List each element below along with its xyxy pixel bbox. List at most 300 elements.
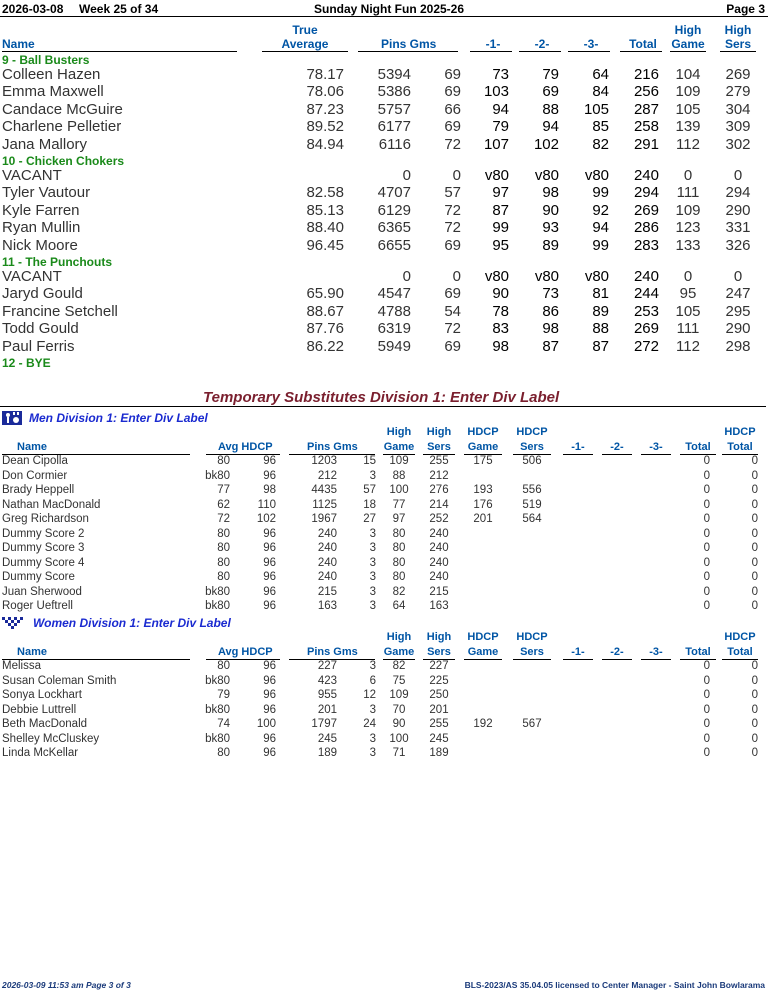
sub-hdcp-total: 0 [751, 498, 758, 511]
high-series: 247 [725, 285, 751, 303]
sub-pins: 1203 [311, 455, 337, 467]
series-total: 269 [633, 320, 659, 338]
games: 0 [452, 268, 461, 285]
bowler-row [0, 66, 768, 83]
bowler-row [0, 101, 768, 118]
col-hdcp-total-bottom: Total [727, 441, 753, 453]
sub-high-series: 255 [429, 718, 449, 730]
sub-row [0, 689, 768, 703]
high-game: 112 [676, 337, 700, 355]
series-total: 269 [633, 201, 659, 219]
sub-average: 80 [217, 571, 230, 583]
game-3: 85 [592, 118, 609, 136]
high-game: 109 [675, 83, 701, 101]
sub-hdcp: 96 [263, 455, 276, 467]
col-high-sers-top: High [724, 23, 752, 37]
pins: 6129 [377, 201, 411, 219]
sub-average: bk80 [205, 674, 230, 687]
sub-games: 3 [369, 660, 376, 672]
true-average: 96.45 [306, 236, 344, 254]
sub-total: 0 [703, 513, 710, 525]
bowler-row [0, 118, 768, 135]
sub-hdcp-total: 0 [751, 571, 758, 583]
sub-pins: 240 [317, 527, 337, 540]
game-3: 81 [592, 285, 609, 303]
male-bowler-icon [2, 411, 22, 430]
sub-games: 3 [369, 469, 376, 482]
games: 72 [444, 135, 461, 153]
sub-name: Dummy Score 2 [2, 527, 85, 540]
game-2: 98 [542, 184, 559, 202]
sub-hdcp-total: 0 [751, 718, 758, 730]
sub-pins: 1797 [311, 718, 337, 730]
high-series: 326 [725, 236, 751, 254]
pins: 5949 [377, 337, 411, 355]
sub-name: Beth MacDonald [2, 718, 88, 730]
true-average: 87.76 [306, 320, 344, 338]
high-series: 0 [733, 268, 743, 285]
sub-pins: 245 [317, 732, 337, 745]
bowler-row [0, 167, 768, 184]
sub-hdcp: 96 [263, 747, 276, 759]
game-3: 82 [592, 135, 609, 153]
sub-games: 3 [369, 571, 376, 583]
sub-high-series: 215 [429, 585, 449, 598]
games: 69 [444, 118, 461, 136]
high-series: 298 [725, 337, 751, 355]
bowler-name: VACANT [2, 268, 62, 285]
report-date: 2026-03-08 [2, 2, 64, 16]
series-total: 253 [633, 302, 659, 320]
sub-games: 3 [369, 600, 376, 612]
pins: 6177 [377, 118, 411, 136]
game-3: 92 [592, 201, 609, 219]
sub-high-series: 240 [429, 527, 449, 540]
bowler-row [0, 303, 768, 320]
col-sub-pins-gms: Pins Gms [307, 441, 358, 453]
sub-total: 0 [703, 469, 710, 482]
sub-average: bk80 [205, 732, 230, 745]
sub-high-series: 212 [429, 469, 449, 482]
sub-average: 74 [217, 718, 230, 730]
col-high-game-top: High [674, 23, 702, 37]
sub-high-game: 75 [392, 674, 406, 687]
col-true-bottom: Average [281, 37, 329, 51]
bowler-name: Jana Mallory [2, 135, 88, 153]
high-series: 290 [725, 320, 751, 338]
series-total: 286 [633, 219, 659, 237]
sub-hdcp: 96 [263, 689, 276, 701]
col-hdcp-game-bottom: Game [467, 646, 499, 658]
sub-hdcp-total: 0 [751, 585, 758, 598]
sub-total: 0 [703, 455, 710, 467]
pins: 0 [402, 167, 411, 184]
team-name: 9 - Ball Busters [2, 53, 90, 67]
team-name: 10 - Chicken Chokers [2, 154, 125, 168]
games: 69 [444, 66, 461, 83]
col-hdcp-game-top: HDCP [467, 426, 499, 438]
game-3: 64 [592, 66, 609, 83]
sub-row [0, 542, 768, 556]
col-true-top: True [292, 23, 318, 37]
sub-hdcp-series: 556 [522, 484, 542, 496]
games: 69 [444, 285, 461, 303]
true-average: 84.94 [306, 135, 344, 153]
games: 69 [444, 236, 461, 254]
sub-row [0, 513, 768, 527]
series-total: 291 [633, 135, 659, 153]
sub-hdcp-total: 0 [751, 455, 758, 467]
sub-high-game: 77 [392, 498, 406, 511]
bowler-name: Charlene Pelletier [2, 118, 122, 136]
col-g1: -1- [485, 37, 501, 51]
high-game: 95 [679, 285, 697, 303]
sub-hdcp: 96 [263, 556, 276, 569]
sub-row [0, 718, 768, 732]
game-3: 89 [592, 302, 609, 320]
true-average: 87.23 [306, 100, 344, 118]
game-2: 86 [542, 302, 559, 320]
game-2: 89 [542, 236, 559, 254]
col-sub-g1: -1- [571, 441, 585, 453]
bowler-name: Colleen Hazen [2, 66, 101, 83]
sub-games: 15 [363, 455, 376, 467]
sub-average: 62 [217, 498, 230, 511]
game-2: 98 [542, 320, 559, 338]
high-game: 112 [676, 135, 700, 153]
game-3: 105 [583, 100, 609, 118]
series-total: 294 [633, 184, 659, 202]
sub-high-series: 240 [429, 542, 449, 554]
pins: 5757 [377, 100, 411, 118]
footer-license: BLS-2023/AS 35.04.05 licensed to Center Manager - Saint John Bowlarama [464, 980, 765, 990]
sub-high-series: 189 [429, 747, 449, 759]
series-total: 244 [633, 285, 659, 303]
games: 57 [444, 184, 461, 202]
sub-hdcp: 98 [263, 484, 276, 496]
sub-hdcp-total: 0 [751, 732, 758, 745]
series-total: 240 [633, 268, 659, 285]
page-number: Page 3 [726, 2, 765, 16]
sub-high-series: 250 [429, 689, 449, 701]
high-series: 331 [725, 219, 751, 237]
game-3: 99 [592, 236, 609, 254]
sub-games: 12 [363, 689, 376, 701]
col-g2: -2- [534, 37, 550, 51]
high-series: 269 [725, 66, 751, 83]
game-1: 103 [483, 83, 509, 101]
game-1: v80 [484, 167, 509, 184]
sub-hdcp-total: 0 [751, 556, 758, 569]
series-total: 258 [633, 118, 659, 136]
col-sub-high-game-bottom: Game [383, 441, 415, 453]
sub-hdcp-total: 0 [751, 513, 758, 525]
high-game: 133 [675, 236, 701, 254]
bowler-name: Francine Setchell [2, 302, 118, 320]
sub-high-series: 163 [429, 600, 449, 612]
game-2: 93 [542, 219, 559, 237]
games: 72 [444, 219, 461, 237]
sub-total: 0 [703, 718, 710, 730]
game-2: 90 [542, 201, 559, 219]
sub-name: Dean Cipolla [2, 455, 68, 467]
sub-hdcp: 96 [263, 674, 276, 687]
bowler-name: Nick Moore [2, 236, 78, 254]
col-sub-high-sers-bottom: Sers [427, 441, 451, 453]
sub-games: 3 [369, 527, 376, 540]
bowler-row [0, 285, 768, 302]
game-1: v80 [484, 268, 509, 285]
sub-hdcp-game: 176 [473, 498, 493, 511]
sub-high-series: 240 [429, 571, 449, 583]
men-division-label: Men Division 1: Enter Div Label [29, 411, 208, 425]
col-hdcp-total-bottom: Total [727, 646, 753, 658]
sub-high-series: 245 [429, 732, 449, 745]
sub-name: Nathan MacDonald [2, 498, 101, 511]
game-1: 78 [492, 302, 509, 320]
sub-hdcp-total: 0 [751, 703, 758, 716]
sub-hdcp-total: 0 [751, 484, 758, 496]
high-game: 123 [675, 219, 701, 237]
col-hdcp-total-top: HDCP [724, 426, 756, 438]
pins: 5386 [377, 83, 411, 101]
bowler-row [0, 219, 768, 236]
high-series: 295 [725, 302, 751, 320]
sub-hdcp-total: 0 [751, 674, 758, 687]
sub-hdcp-total: 0 [751, 660, 758, 672]
sub-high-game: 100 [389, 484, 409, 496]
high-game: 105 [675, 302, 701, 320]
col-avg-hdcp: Avg HDCP [218, 441, 273, 453]
col-sub-name: Name [17, 646, 47, 658]
sub-total: 0 [703, 585, 710, 598]
sub-games: 6 [369, 674, 376, 687]
sub-games: 3 [369, 732, 376, 745]
game-1: 107 [483, 135, 509, 153]
game-1: 87 [492, 201, 509, 219]
sub-name: Greg Richardson [2, 513, 89, 525]
true-average: 78.17 [306, 66, 344, 83]
sub-total: 0 [703, 600, 710, 612]
team-name: 12 - BYE [2, 356, 51, 370]
true-average: 89.52 [306, 118, 344, 136]
col-name: Name [2, 37, 35, 51]
pins: 6365 [377, 219, 411, 237]
sub-high-series: 240 [429, 556, 449, 569]
series-total: 272 [633, 337, 659, 355]
sub-total: 0 [703, 527, 710, 540]
sub-high-game: 80 [392, 571, 406, 583]
sub-games: 3 [369, 556, 376, 569]
col-hdcp-game-bottom: Game [467, 441, 499, 453]
col-sub-high-sers-top: High [426, 426, 452, 438]
pins: 6655 [377, 236, 411, 254]
col-hdcp-sers-bottom: Sers [520, 646, 544, 658]
high-game: 0 [683, 268, 693, 285]
sub-name: Linda McKellar [2, 747, 79, 759]
sub-games: 57 [363, 484, 376, 496]
sub-row [0, 470, 768, 484]
sub-average: 80 [217, 527, 230, 540]
high-game: 104 [675, 66, 701, 83]
sub-hdcp-game: 192 [473, 718, 493, 730]
true-average: 86.22 [306, 337, 344, 355]
col-hdcp-game-top: HDCP [467, 631, 499, 643]
week-label: Week 25 of 34 [79, 2, 159, 16]
high-series: 302 [725, 135, 751, 153]
sub-total: 0 [703, 732, 710, 745]
game-1: 79 [492, 118, 509, 136]
col-sub-name: Name [17, 441, 47, 453]
sub-high-series: 227 [429, 660, 449, 672]
sub-average: 77 [217, 484, 230, 496]
col-sub-high-game-top: High [386, 631, 412, 643]
sub-name: Juan Sherwood [2, 585, 82, 598]
true-average: 65.90 [306, 285, 344, 303]
games: 66 [444, 100, 461, 118]
sub-name: Brady Heppell [2, 484, 75, 496]
bowler-row [0, 202, 768, 219]
sub-pins: 240 [317, 571, 337, 583]
sub-high-game: 64 [392, 600, 406, 612]
sub-total: 0 [703, 660, 710, 672]
sub-games: 3 [369, 747, 376, 759]
col-total: Total [629, 37, 657, 51]
sub-average: 80 [217, 542, 230, 554]
game-1: 73 [492, 66, 509, 83]
sub-average: 80 [217, 747, 230, 759]
game-1: 99 [492, 219, 509, 237]
sub-pins: 1125 [312, 498, 337, 511]
pins: 4788 [377, 302, 411, 320]
high-series: 309 [725, 118, 751, 136]
game-3: v80 [584, 268, 609, 285]
game-2: 102 [533, 135, 559, 153]
sub-hdcp-series: 519 [522, 498, 542, 511]
sub-total: 0 [703, 747, 710, 759]
col-sub-high-game-bottom: Game [383, 646, 415, 658]
sub-row [0, 586, 768, 600]
sub-row [0, 704, 768, 718]
sub-games: 3 [369, 703, 376, 716]
bowler-name: Todd Gould [2, 320, 79, 338]
col-sub-high-sers-top: High [426, 631, 452, 643]
sub-high-game: 90 [392, 718, 406, 730]
sub-hdcp-total: 0 [751, 689, 758, 701]
high-series: 0 [733, 167, 743, 184]
sub-hdcp: 96 [263, 542, 276, 554]
true-average: 82.58 [306, 184, 344, 202]
series-total: 216 [633, 66, 659, 83]
pins: 6319 [377, 320, 411, 338]
sub-pins: 163 [317, 600, 337, 612]
sub-hdcp: 96 [263, 527, 276, 540]
sub-games: 3 [369, 585, 376, 598]
pins: 4707 [377, 184, 411, 202]
bowler-row [0, 83, 768, 100]
sub-pins: 227 [317, 660, 337, 672]
sub-pins: 423 [317, 674, 337, 687]
sub-pins: 212 [317, 469, 337, 482]
col-sub-total: Total [685, 441, 711, 453]
game-2: v80 [534, 268, 559, 285]
sub-high-game: 71 [392, 747, 406, 759]
col-sub-g3: -3- [649, 441, 663, 453]
game-3: 87 [592, 337, 609, 355]
sub-row [0, 557, 768, 571]
bowler-row [0, 268, 768, 285]
bowler-name: Ryan Mullin [2, 219, 81, 237]
sub-hdcp-total: 0 [751, 600, 758, 612]
games: 69 [444, 337, 461, 355]
sub-high-game: 82 [392, 660, 406, 672]
header-rule [0, 16, 768, 17]
game-3: 88 [592, 320, 609, 338]
games: 72 [444, 320, 461, 338]
sub-hdcp: 96 [263, 703, 276, 716]
col-hdcp-sers-top: HDCP [516, 631, 548, 643]
series-total: 240 [633, 167, 659, 184]
high-series: 279 [725, 83, 751, 101]
sub-high-game: 97 [392, 513, 406, 525]
sub-games: 18 [363, 498, 376, 511]
col-g3: -3- [583, 37, 599, 51]
sub-average: bk80 [205, 703, 230, 716]
games: 69 [444, 83, 461, 101]
game-1: 83 [492, 320, 509, 338]
sub-row [0, 571, 768, 585]
game-3: 99 [592, 184, 609, 202]
games: 54 [444, 302, 461, 320]
col-hdcp-sers-bottom: Sers [520, 441, 544, 453]
col-sub-pins-gms: Pins Gms [307, 646, 358, 658]
games: 0 [452, 167, 461, 184]
bowler-name: Kyle Farren [2, 201, 80, 219]
game-2: 69 [542, 83, 559, 101]
series-total: 256 [633, 83, 659, 101]
sub-total: 0 [703, 484, 710, 496]
bowler-name: Paul Ferris [2, 337, 75, 355]
high-series: 290 [725, 201, 751, 219]
high-game: 111 [676, 184, 700, 202]
col-hdcp-total-top: HDCP [724, 631, 756, 643]
bowler-name: VACANT [2, 167, 62, 184]
league-title: Sunday Night Fun 2025-26 [314, 2, 465, 16]
game-1: 97 [492, 184, 509, 202]
footer-timestamp: 2026-03-09 11:53 am Page 3 of 3 [2, 980, 131, 990]
pins: 4547 [377, 285, 411, 303]
sub-high-series: 252 [429, 513, 449, 525]
sub-row [0, 600, 768, 614]
sub-name: Melissa [2, 660, 41, 672]
col-sub-high-game-top: High [386, 426, 412, 438]
sub-high-game: 82 [392, 585, 406, 598]
bowler-row [0, 184, 768, 201]
sub-hdcp-game: 175 [473, 455, 493, 467]
sub-games: 27 [363, 513, 376, 525]
sub-high-game: 100 [389, 732, 409, 745]
sub-hdcp-game: 193 [473, 484, 493, 496]
sub-hdcp: 96 [263, 732, 276, 745]
sub-hdcp: 110 [257, 498, 276, 511]
sub-total: 0 [703, 689, 710, 701]
sub-high-game: 109 [389, 455, 409, 467]
sub-pins: 201 [317, 703, 337, 716]
sub-total: 0 [703, 556, 710, 569]
game-1: 95 [492, 236, 509, 254]
game-1: 90 [492, 285, 509, 303]
sub-hdcp: 96 [263, 600, 276, 612]
